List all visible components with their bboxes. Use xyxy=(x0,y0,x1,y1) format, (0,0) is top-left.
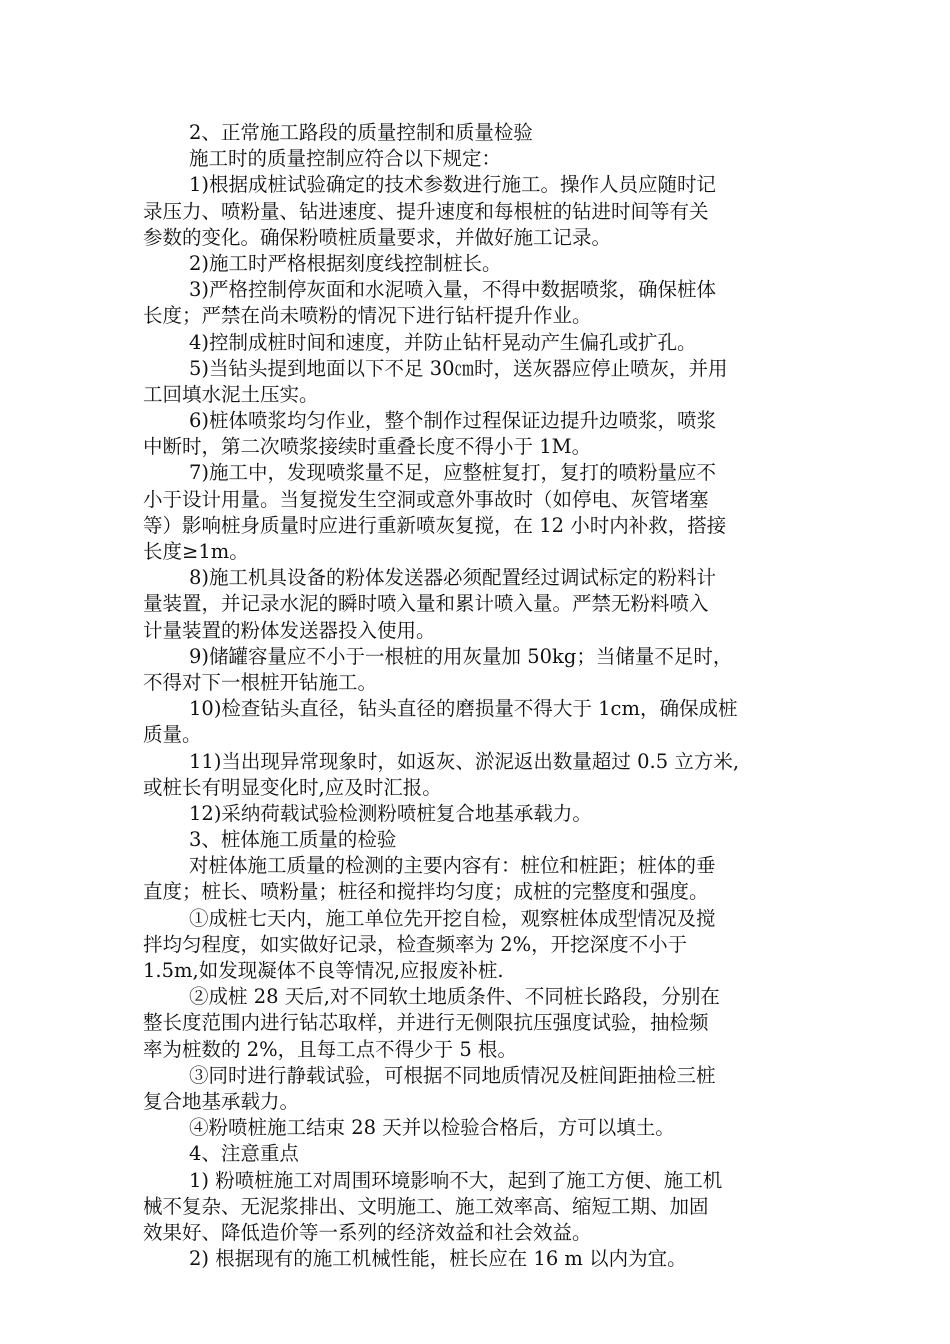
text-line: 工回填水泥土压实。 xyxy=(143,382,319,406)
text-line: 率为桩数的 2%，且每工点不得少于 5 根。 xyxy=(143,1037,517,1061)
text-line: 等）影响桩身质量时应进行重新喷灰复搅，在 12 小时内补救，搭接 xyxy=(143,513,727,537)
text-line: 械不复杂、无泥浆排出、文明施工、施工效率高、缩短工期、加固 xyxy=(143,1194,709,1218)
text-line: 质量。 xyxy=(143,723,202,747)
text-line: 9)储罐容量应不小于一根桩的用灰量加 50kg；当储量不足时， xyxy=(189,644,733,668)
text-line: 施工时的质量控制应符合以下规定： xyxy=(189,147,502,171)
text-line: 效果好、降低造价等一系列的经济效益和社会效益。 xyxy=(143,1220,592,1244)
text-line: 2)施工时严格根据刻度线控制桩长。 xyxy=(189,251,502,275)
text-line: 复合地基承载力。 xyxy=(143,1089,300,1113)
text-line: 小于设计用量。当复搅发生空洞或意外事故时（如停电、灰管堵塞 xyxy=(143,487,709,511)
text-line: 1.5m,如发现凝体不良等情况,应报废补桩. xyxy=(143,959,504,982)
section-heading: 3、桩体施工质量的检验 xyxy=(189,828,397,852)
text-line: 4)控制成桩时间和速度，并防止钻杆晃动产生偏孔或扩孔。 xyxy=(189,330,697,354)
text-line: 长度；严禁在尚未喷粉的情况下进行钻杆提升作业。 xyxy=(143,304,592,328)
text-line: 参数的变化。确保粉喷桩质量要求，并做好施工记录。 xyxy=(143,225,612,249)
text-line: 计量装置的粉体发送器投入使用。 xyxy=(143,618,436,642)
text-line: 11)当出现异常现象时，如返灰、淤泥返出数量超过 0.5 立方米, xyxy=(189,749,740,773)
text-line: 7)施工中，发现喷浆量不足，应整桩复打，复打的喷粉量应不 xyxy=(189,461,717,485)
text-line: ②成桩 28 天后,对不同软土地质条件、不同桩长路段，分别在 xyxy=(189,985,720,1009)
text-line: ④粉喷桩施工结束 28 天并以检验合格后，方可以填土。 xyxy=(189,1116,675,1140)
text-line: 中断时，第二次喷浆接续时重叠长度不得小于 1M。 xyxy=(143,435,592,459)
text-line: 1) 粉喷桩施工对周围环境影响不大，起到了施工方便、施工机 xyxy=(189,1168,723,1192)
text-line: 8)施工机具设备的粉体发送器必须配置经过调试标定的粉料计 xyxy=(189,566,717,590)
text-line: 2) 根据现有的施工机械性能，桩长应在 16 m 以内为宜。 xyxy=(189,1247,687,1271)
text-line: 12)采纳荷载试验检测粉喷桩复合地基承载力。 xyxy=(189,801,592,825)
text-line: 不得对下一根桩开钻施工。 xyxy=(143,670,378,694)
text-line: 或桩长有明显变化时,应及时汇报。 xyxy=(143,775,442,799)
text-line: 对桩体施工质量的检测的主要内容有：桩位和桩距；桩体的垂 xyxy=(189,854,716,878)
text-line: 长度≥1m。 xyxy=(143,540,249,563)
text-line: 1)根据成桩试验确定的技术参数进行施工。操作人员应随时记 xyxy=(189,173,717,197)
text-line: 拌均匀程度，如实做好记录，检查频率为 2%，开挖深度不小于 xyxy=(143,932,688,956)
text-line: 10)检查钻头直径，钻头直径的磨损量不得大于 1cm，确保成桩 xyxy=(189,697,738,721)
text-line: 3)严格控制停灰面和水泥喷入量，不得中数据喷浆，确保桩体 xyxy=(189,278,717,302)
section-heading: 4、注意重点 xyxy=(189,1142,299,1166)
document-body xyxy=(143,120,815,1272)
text-line: 录压力、喷粉量、钻进速度、提升速度和每根桩的钻进时间等有关 xyxy=(143,199,709,223)
section-heading: 2、正常施工路段的质量控制和质量检验 xyxy=(189,121,533,144)
text-line: 6)桩体喷浆均匀作业，整个制作过程保证边提升边喷浆，喷浆 xyxy=(189,409,717,433)
text-line: 直度；桩长、喷粉量；桩径和搅拌均匀度；成桩的完整度和强度。 xyxy=(143,880,709,904)
text-line: ③同时进行静载试验，可根据不同地质情况及桩间距抽检三桩 xyxy=(189,1063,716,1087)
text-line: 量装置，并记录水泥的瞬时喷入量和累计喷入量。严禁无粉料喷入 xyxy=(143,592,709,616)
text-line: ①成桩七天内，施工单位先开挖自检，观察桩体成型情况及搅 xyxy=(189,906,716,930)
text-line: 5)当钻头提到地面以下不足 30㎝时，送灰器应停止喷灰，并用 xyxy=(189,356,728,380)
text-line: 整长度范围内进行钻芯取样，并进行无侧限抗压强度试验，抽检频 xyxy=(143,1011,709,1035)
